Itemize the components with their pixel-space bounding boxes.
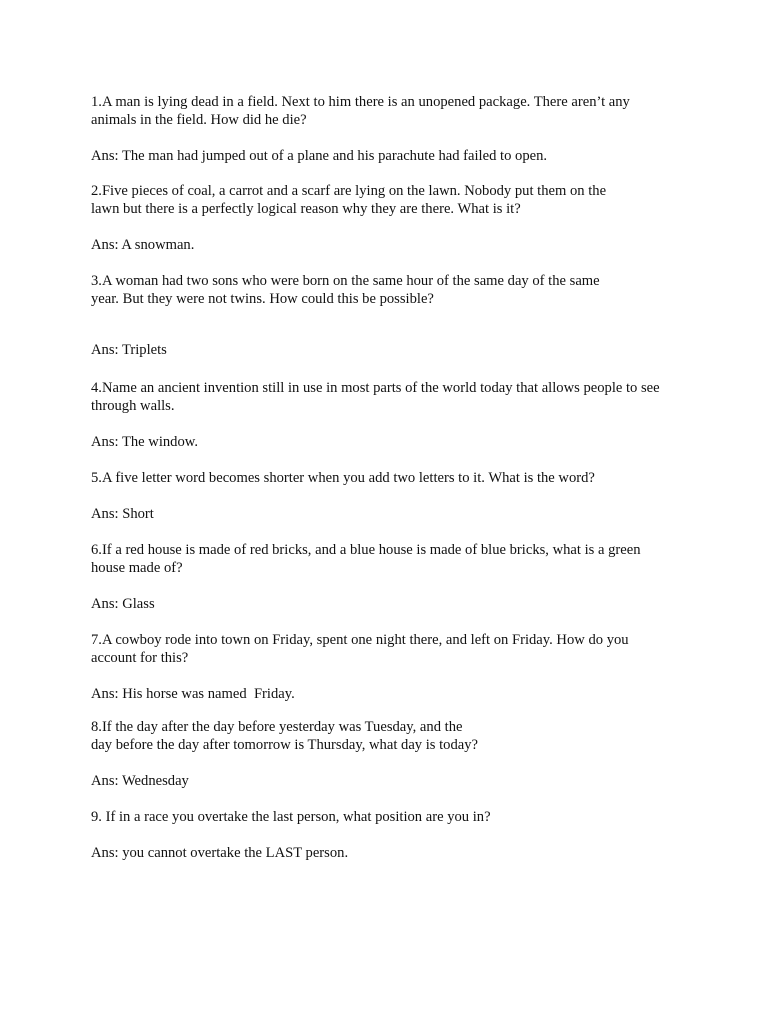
question-4-line-2: through walls. (91, 398, 175, 414)
question-5 (91, 469, 691, 487)
question-8 (91, 718, 691, 754)
question-1-line-2: animals in the field. How did he die? (91, 112, 307, 128)
question-6-line-2: house made of? (91, 560, 183, 576)
question-3 (91, 272, 691, 308)
question-6 (91, 541, 691, 577)
question-1 (91, 93, 691, 129)
answer-9: Ans: you cannot overtake the LAST person. (91, 845, 349, 861)
answer-5: Ans: Short (91, 506, 154, 522)
answer-2: Ans: A snowman. (91, 237, 195, 253)
question-9 (91, 808, 691, 826)
answer-1: Ans: The man had jumped out of a plane and his parachute had failed to open. (91, 148, 548, 164)
question-3-line-2: year. But they were not twins. How could this be possible? (91, 291, 434, 307)
question-2-line-2: lawn but there is a perfectly logical reason why they are there. What is it? (91, 201, 521, 217)
question-4 (91, 379, 691, 415)
answer-7: Ans: His horse was named Friday. (91, 686, 295, 702)
question-6-line-1: 6.If a red house is made of red bricks, and a blue house is made of blue bricks, what is a green (91, 542, 641, 558)
question-8-line-1: 8.If the day after the day before yesterday was Tuesday, and the (91, 719, 463, 735)
question-5-line-1: 5.A five letter word becomes shorter when you add two letters to it. What is the word? (91, 470, 595, 486)
question-4-line-1: 4.Name an ancient invention still in use in most parts of the world today that allows people to see (91, 380, 660, 396)
answer-3: Ans: Triplets (91, 342, 167, 358)
question-1-line-1: 1.A man is lying dead in a field. Next to him there is an unopened package. There aren’t any (91, 94, 630, 110)
question-8-line-2: day before the day after tomorrow is Thursday, what day is today? (91, 737, 479, 753)
question-3-line-1: 3.A woman had two sons who were born on the same hour of the same day of the same (91, 273, 600, 289)
question-7 (91, 631, 691, 667)
question-7-line-2: account for this? (91, 650, 189, 666)
question-9-line-1: 9. If in a race you overtake the last person, what position are you in? (91, 809, 491, 825)
question-2 (91, 182, 691, 218)
answer-8: Ans: Wednesday (91, 773, 189, 789)
document-page (91, 93, 691, 862)
question-7-line-1: 7.A cowboy rode into town on Friday, spent one night there, and left on Friday. How do you (91, 632, 629, 648)
answer-6: Ans: Glass (91, 596, 155, 612)
question-2-line-1: 2.Five pieces of coal, a carrot and a scarf are lying on the lawn. Nobody put them on the (91, 183, 607, 199)
answer-4: Ans: The window. (91, 434, 199, 450)
